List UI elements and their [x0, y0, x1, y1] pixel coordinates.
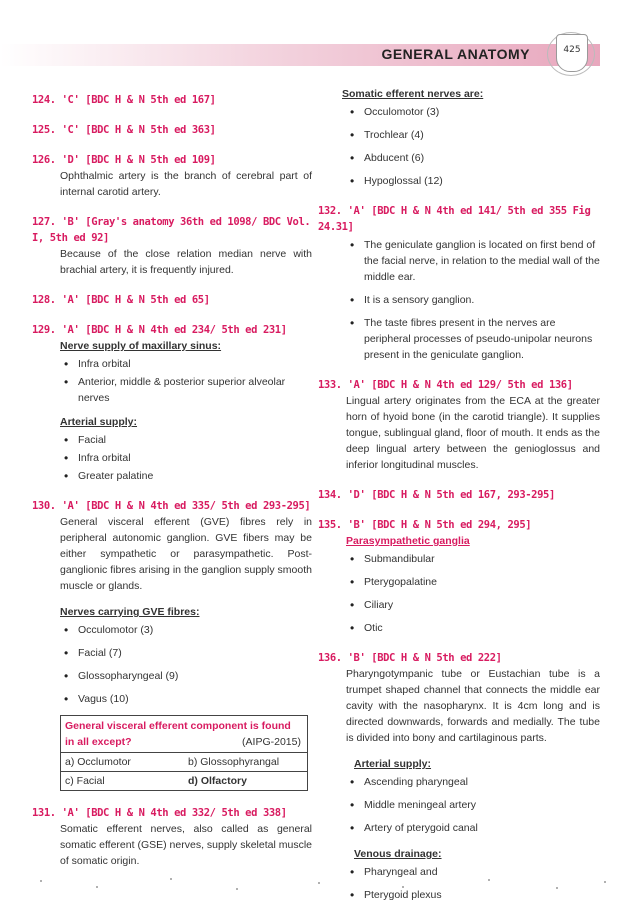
- answer-127: [32, 214, 312, 278]
- scan-speckle: [0, 874, 638, 894]
- right-column: [318, 86, 600, 917]
- answer-heading: 124. 'C' [BDC H & N 5th ed 167]: [32, 94, 216, 106]
- speckle-dot: [604, 881, 606, 883]
- answer-heading: 132. 'A' [BDC H & N 4th ed 141/ 5th ed 355 Fig 24.31]: [318, 205, 591, 233]
- list-item: • Submandibular: [350, 551, 600, 567]
- answer-heading: 127. 'B' [Gray's anatomy 36th ed 1098/ BDC Vol. I, 5th ed 92]: [32, 216, 311, 244]
- answer-134: [318, 487, 600, 503]
- speckle-dot: [236, 888, 238, 890]
- somatic-efferent-section: [318, 86, 600, 189]
- arterial-supply-list: [32, 432, 312, 484]
- speckle-dot: [170, 878, 172, 880]
- answer-body: General visceral efferent (GVE) fibres rely in peripheral autonomic ganglion. GVE fibers may be either sympathetic or parasympathetic. Post-ganglionic fibres arising in the ganglion supply smooth muscle or glands.: [60, 516, 312, 592]
- quiz-question: [61, 716, 307, 753]
- speckle-dot: [40, 880, 42, 882]
- list-item: • Pterygopalatine: [350, 574, 600, 590]
- list-item: • Pharyngeal and: [350, 864, 600, 880]
- answer-128: [32, 292, 312, 308]
- list-item: • Abducent (6): [350, 150, 600, 166]
- list-item: • Trochlear (4): [350, 127, 600, 143]
- answer-heading: 126. 'D' [BDC H & N 5th ed 109]: [32, 154, 216, 166]
- speckle-dot: [488, 879, 490, 881]
- list-item: • The geniculate ganglion is located on first bend of the facial nerve, in relation to the medial wall of the middle ear.: [350, 237, 600, 285]
- quiz-question-text: General visceral efferent component is found in all except?: [65, 720, 291, 748]
- list-item: • Artery of pterygoid canal: [350, 820, 600, 836]
- somatic-efferent-list: [318, 104, 600, 189]
- quiz-source: (AIPG-2015): [242, 736, 301, 748]
- list-item: • Glossopharyngeal (9): [64, 668, 312, 684]
- subheading-venous-drainage: Venous drainage:: [354, 848, 442, 860]
- answer-heading: 136. 'B' [BDC H & N 5th ed 222]: [318, 652, 502, 664]
- quiz-option-b: b) Glossophyrangal: [188, 756, 280, 768]
- answer-heading: 135. 'B' [BDC H & N 5th ed 294, 295]: [318, 519, 532, 531]
- list-item: • Facial: [64, 432, 312, 448]
- quiz-option-a: a) Occlumotor: [65, 756, 131, 768]
- list-item: • Ascending pharyngeal: [350, 774, 600, 790]
- speckle-dot: [318, 882, 320, 884]
- list-item: • It is a sensory ganglion.: [350, 292, 600, 308]
- geniculate-list: [318, 237, 600, 363]
- quiz-option-d: d) Olfactory: [188, 775, 247, 787]
- answer-body: Lingual artery originates from the ECA at the greater horn of hyoid bone (in the carotid triangle). It supplies tongue, sublingual gland, floor of mouth. It ends as the deep lingual artery between the genioglossus and inferior longitudinal muscles.: [346, 395, 600, 471]
- answer-heading: 131. 'A' [BDC H & N 4th ed 332/ 5th ed 338]: [32, 807, 287, 819]
- left-column: [32, 92, 312, 883]
- answer-heading: 130. 'A' [BDC H & N 4th ed 335/ 5th ed 293-295]: [32, 500, 311, 512]
- list-item: • Ciliary: [350, 597, 600, 613]
- list-item: • Vagus (10): [64, 691, 312, 707]
- answer-130: [32, 498, 312, 791]
- answer-body: Pharyngotympanic tube or Eustachian tube is a trumpet shaped channel that connects the middle ear cavity with the nasopharynx. It is 4cm long and is directed downwards, forwards and medially. The tube is divided into bony and cartilaginous parts.: [346, 668, 600, 744]
- list-item: • Pterygoid plexus: [350, 887, 600, 903]
- gve-nerve-list: [32, 622, 312, 707]
- answer-heading: 125. 'C' [BDC H & N 5th ed 363]: [32, 124, 216, 136]
- arterial-supply-list: [318, 774, 600, 836]
- list-item: • Infra orbital: [64, 450, 312, 466]
- answer-126: [32, 152, 312, 200]
- answer-129: [32, 322, 312, 484]
- parasympathetic-list: [318, 551, 600, 636]
- subheading-somatic-efferent: Somatic efferent nerves are:: [342, 88, 484, 100]
- list-item: • Middle meningeal artery: [350, 797, 600, 813]
- subheading-nerve-supply: Nerve supply of maxillary sinus:: [60, 340, 222, 352]
- quiz-row: [61, 772, 307, 790]
- answer-132: [318, 203, 600, 363]
- list-item: • Anterior, middle & posterior superior alveolar nerves: [64, 374, 312, 406]
- answer-heading: 133. 'A' [BDC H & N 4th ed 129/ 5th ed 136]: [318, 379, 573, 391]
- list-item: • Greater palatine: [64, 468, 312, 484]
- answer-125: [32, 122, 312, 138]
- list-item: • The taste fibres present in the nerves are peripheral processes of pseudo-unipolar neurons present in the geniculate ganglion.: [350, 315, 600, 363]
- quiz-row: [61, 753, 307, 772]
- list-item: • Otic: [350, 620, 600, 636]
- answer-135: [318, 517, 600, 636]
- list-item: • Hypoglossal (12): [350, 173, 600, 189]
- speckle-dot: [96, 886, 98, 888]
- answer-heading: 134. 'D' [BDC H & N 5th ed 167, 293-295]: [318, 489, 555, 501]
- speckle-dot: [402, 886, 404, 888]
- subheading-gve-nerves: Nerves carrying GVE fibres:: [60, 606, 200, 618]
- subheading-arterial-supply: Arterial supply:: [60, 416, 138, 428]
- subheading-parasympathetic: Parasympathetic ganglia: [346, 535, 470, 547]
- list-item: • Infra orbital: [64, 356, 312, 372]
- quiz-option-c: c) Facial: [65, 775, 105, 787]
- page-header-title: GENERAL ANATOMY: [381, 46, 530, 62]
- answer-body: Somatic efferent nerves, also called as general somatic efferent (GSE) nerves, supply skeletal muscle of somatic origin.: [60, 823, 312, 867]
- answer-body: Because of the close relation median nerve with brachial artery, it is frequently injured.: [60, 248, 312, 276]
- nerve-supply-list: [32, 356, 312, 406]
- answer-133: [318, 377, 600, 473]
- answer-124: [32, 92, 312, 108]
- answer-body: Ophthalmic artery is the branch of cerebral part of internal carotid artery.: [60, 170, 312, 198]
- list-item: • Facial (7): [64, 645, 312, 661]
- list-item: • Occulomotor (3): [64, 622, 312, 638]
- answer-heading: 129. 'A' [BDC H & N 4th ed 234/ 5th ed 231]: [32, 324, 287, 336]
- quiz-box: [60, 715, 308, 791]
- speckle-dot: [556, 887, 558, 889]
- page-number-badge: 425: [556, 34, 588, 72]
- list-item: • Occulomotor (3): [350, 104, 600, 120]
- answer-heading: 128. 'A' [BDC H & N 5th ed 65]: [32, 294, 210, 306]
- answer-136: [318, 650, 600, 903]
- answer-131: [32, 805, 312, 869]
- subheading-arterial-supply: Arterial supply:: [354, 758, 432, 770]
